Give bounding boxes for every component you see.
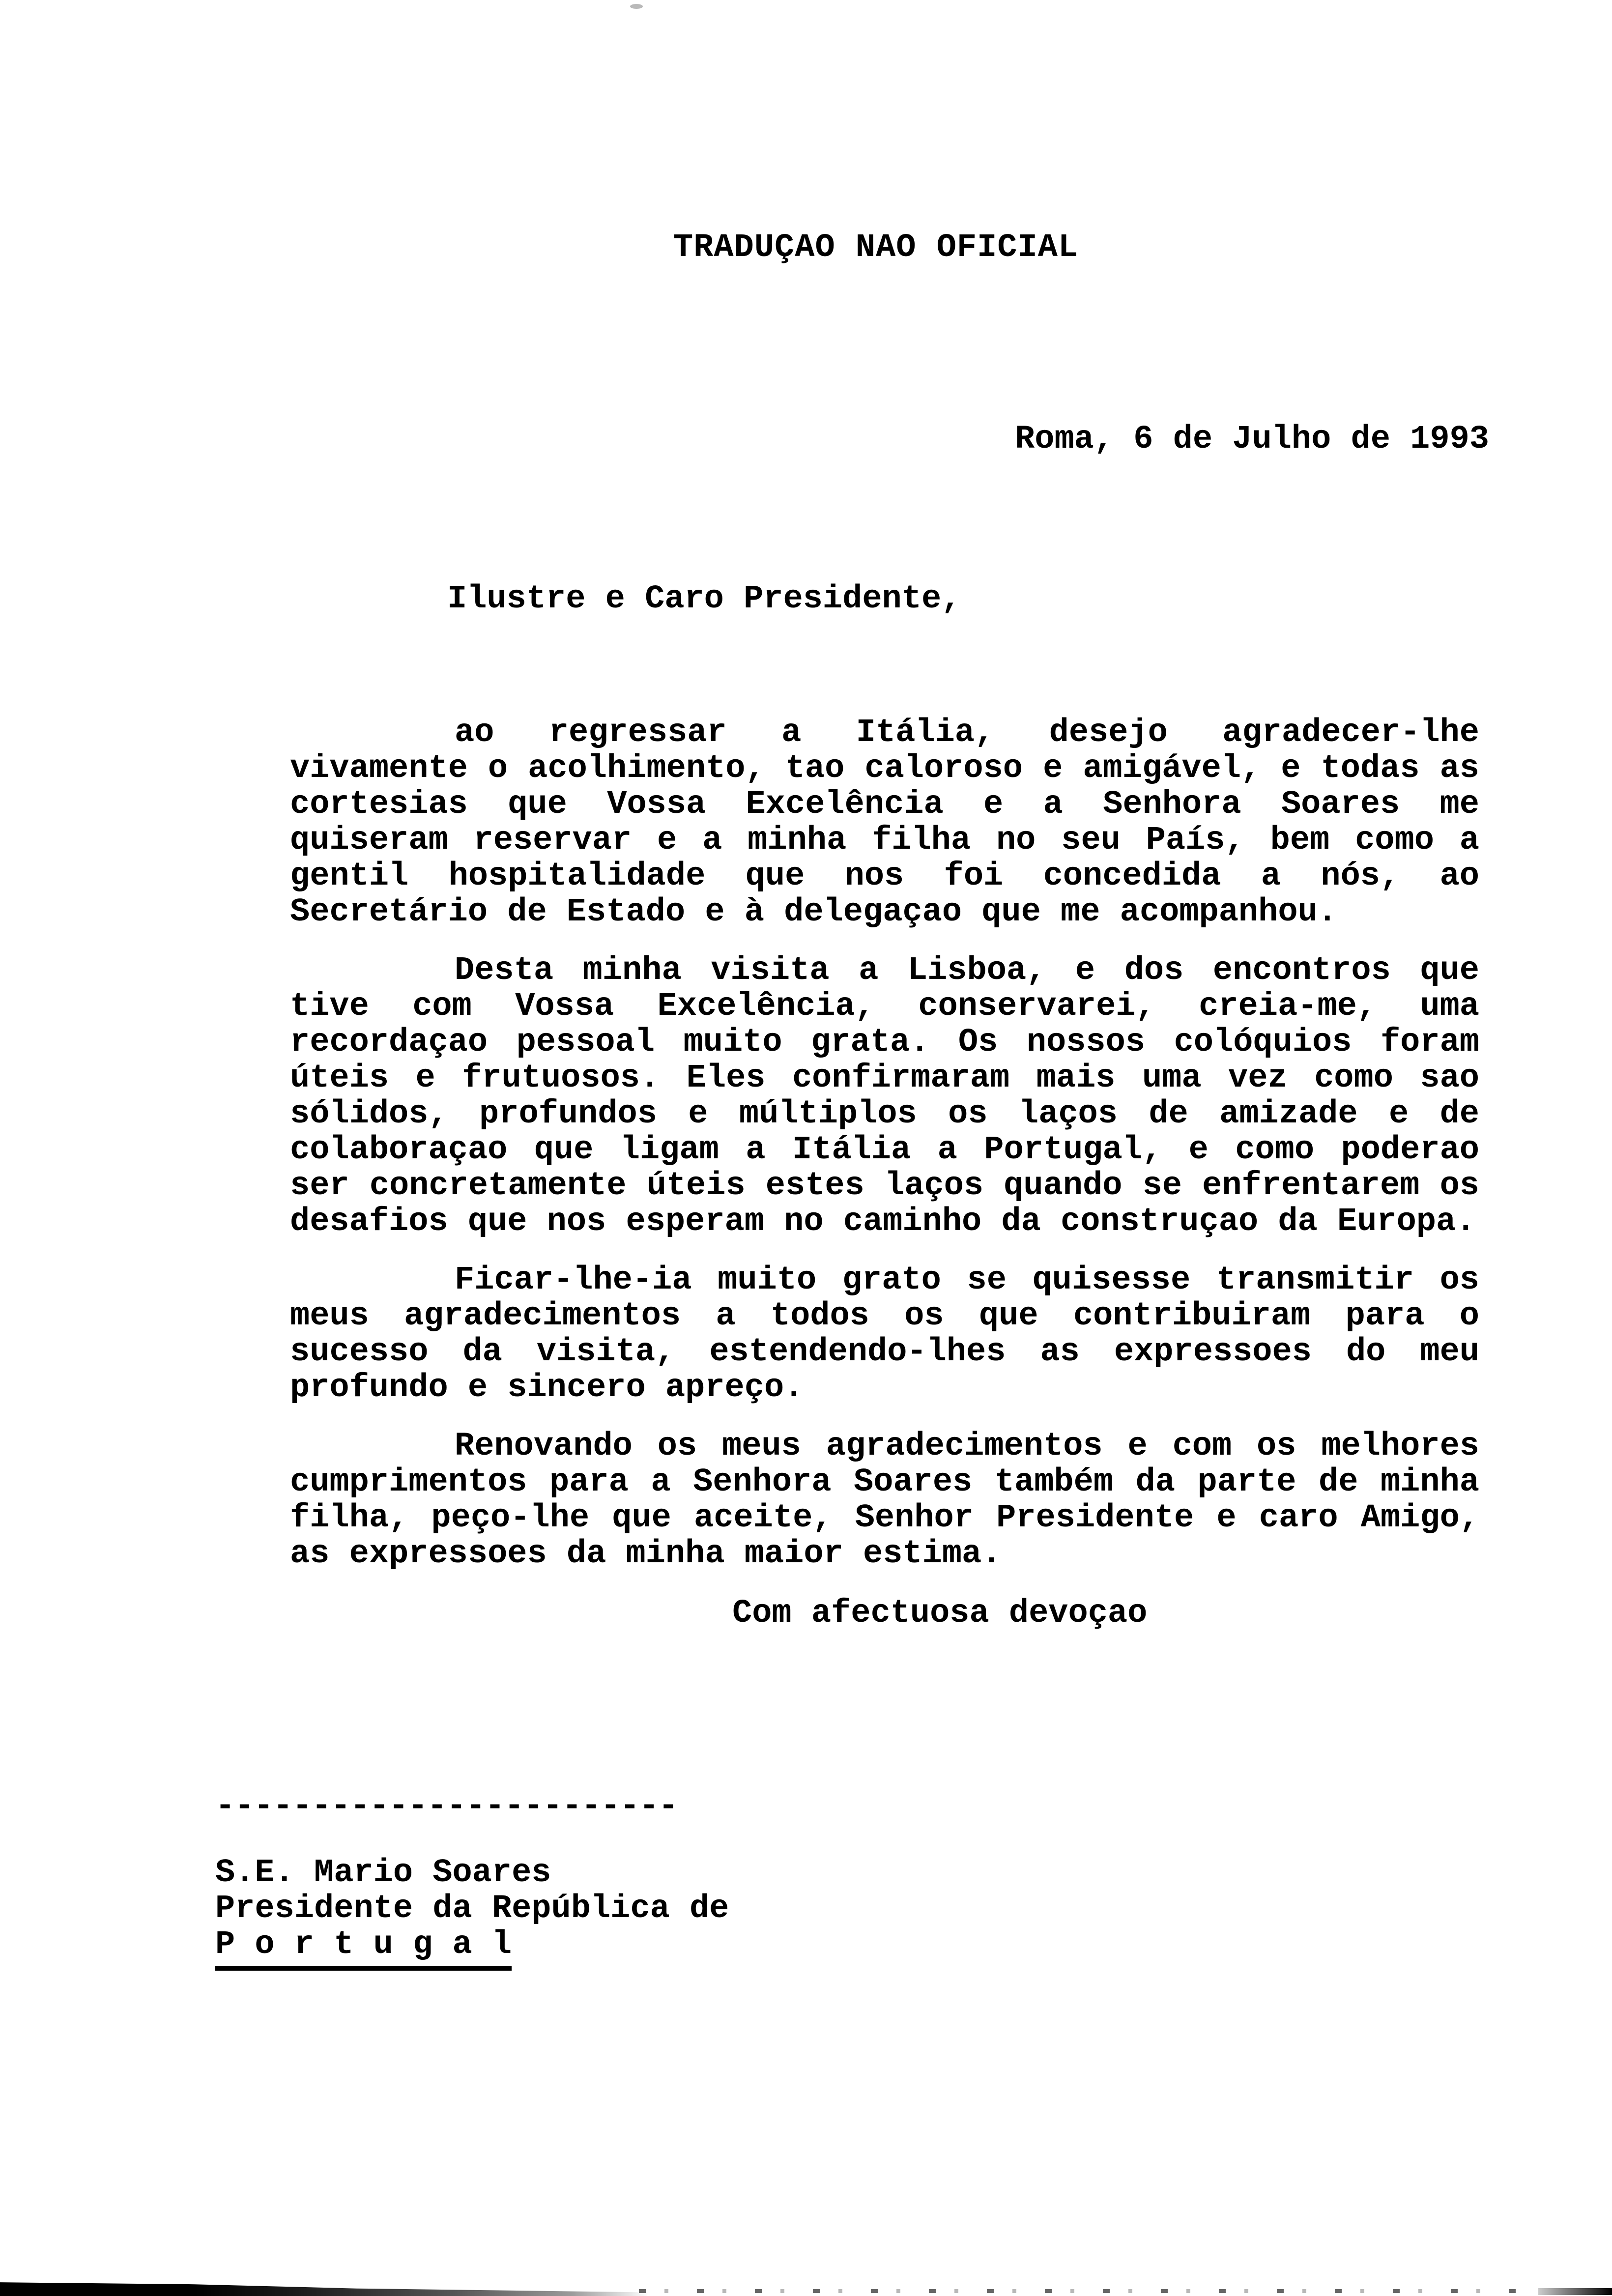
- closing-formula: Com afectuosa devoçao: [732, 1595, 1148, 1632]
- recipient-country: P o r t u g a l: [215, 1927, 512, 1971]
- scan-smudge-bottom: [0, 2276, 1612, 2296]
- paragraph-1: ao regressar a Itália, desejo agradecer-lhe vivamente o acolhimento, tao caloroso e amigável, e todas as cortesias que Vossa Excelência e a Senhora Soares me quiseram reservar e a minha filha no seu País, bem como a gentil hospitalidade que nos foi concedida a nós, ao Secretário de Estado e à delegaçao que me acompanhou.: [290, 714, 1479, 931]
- dateline: Roma, 6 de Julho de 1993: [1015, 421, 1489, 458]
- salutation: Ilustre e Caro Presidente,: [447, 580, 961, 618]
- scan-smudge-middle: [639, 2289, 1524, 2293]
- signature-dashed-rule: ------------------------: [215, 1788, 678, 1825]
- paragraph-3: Ficar-lhe-ia muito grato se quisesse transmitir os meus agradecimentos a todos os que contribuiram para o sucesso da visita, estendendo-lhes as expressoes do meu profundo e sincero apreço.: [290, 1262, 1479, 1406]
- document-title: TRADUÇAO NAO OFICIAL: [673, 229, 1079, 266]
- recipient-country-line: [215, 1927, 729, 1971]
- scan-smudge-right: [1538, 2288, 1612, 2295]
- recipient-block: [215, 1789, 729, 1971]
- letter-body: [290, 715, 1479, 1595]
- scan-smudge-left: [0, 2279, 649, 2296]
- paragraph-2: Desta minha visita a Lisboa, e dos encontros que tive com Vossa Excelência, conservarei, creia-me, uma recordaçao pessoal muito grata. Os nossos colóquios foram úteis e frutuosos. Eles confirmaram mais uma vez como sao sólidos, profundos e múltiplos os laços de amizade e de colaboraçao que ligam a Itália a Portugal, e como poderao ser concretamente úteis estes laços quando se enfrentarem os desafios que nos esperam no caminho da construçao da Europa.: [290, 952, 1479, 1240]
- scan-speck: [630, 4, 643, 9]
- recipient-title: Presidente da República de: [215, 1890, 729, 1927]
- recipient-name: S.E. Mario Soares: [215, 1854, 551, 1892]
- dateline-row: [290, 422, 1489, 458]
- paragraph-4: Renovando os meus agradecimentos e com os melhores cumprimentos para a Senhora Soares também da parte de minha filha, peço-lhe que aceite, Senhor Presidente e caro Amigo, as expressoes da minha maior estima.: [290, 1428, 1479, 1573]
